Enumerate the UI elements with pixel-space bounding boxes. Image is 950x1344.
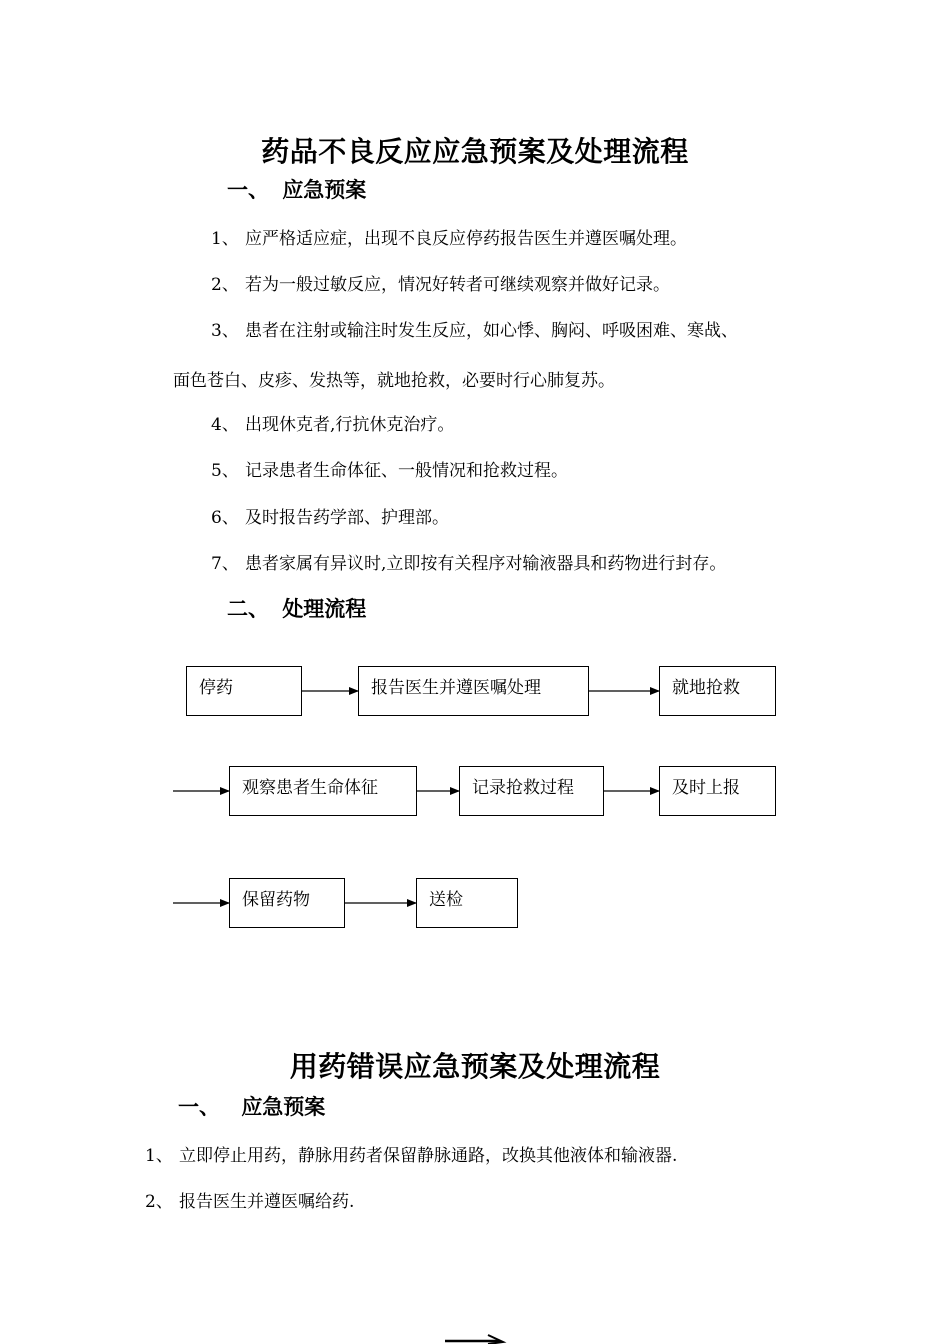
- heading-text: 应急预案: [241, 1094, 326, 1119]
- item-text: 记录患者生命体征、一般情况和抢救过程。: [245, 461, 568, 481]
- heading-number: 一、: [227, 177, 269, 202]
- item-text: 出现休克者,行抗休克治疗。: [245, 415, 455, 435]
- flow-box-report-doctor: 报告医生并遵医嘱处理: [358, 666, 589, 716]
- flow-box-report-timely: 及时上报: [659, 766, 776, 816]
- item-text: 患者家属有异议时,立即按有关程序对输液器具和药物进行封存。: [245, 554, 727, 574]
- flow-box-observe-vitals: 观察患者生命体征: [229, 766, 417, 816]
- item-number: 2、: [211, 275, 239, 295]
- item-number: 5、: [211, 461, 239, 481]
- error-plan-item-2: [145, 1187, 354, 1212]
- heading-text: 处理流程: [282, 596, 367, 621]
- doc-title-medication-error: 用药错误应急预案及处理流程: [289, 1050, 661, 1083]
- item-text: 立即停止用药，静脉用药者保留静脉通路，改换其他液体和输液器.: [179, 1146, 678, 1166]
- flow-box-preserve-drug: 保留药物: [229, 878, 345, 928]
- heading-emergency-plan-2: [178, 1091, 325, 1121]
- item-number: 6、: [211, 508, 239, 528]
- item-text: 及时报告药学部、护理部。: [245, 508, 449, 528]
- error-plan-item-1: [145, 1141, 677, 1166]
- item-text: 患者在注射或输注时发生反应，如心悸、胸闷、呼吸困难、寒战、: [245, 321, 738, 341]
- item-number: 1、: [211, 229, 239, 249]
- item-number: 4、: [211, 415, 239, 435]
- doc-title-adverse-reaction: 药品不良反应应急预案及处理流程: [261, 135, 689, 168]
- flow-box-send-inspection: 送检: [416, 878, 518, 928]
- heading-text: 应急预案: [282, 177, 367, 202]
- item-text: 报告医生并遵医嘱给药.: [179, 1192, 355, 1212]
- item-number: 1、: [145, 1146, 173, 1166]
- item-text: 应严格适应症，出现不良反应停药报告医生并遵医嘱处理。: [245, 229, 687, 249]
- item-text: 面色苍白、皮疹、发热等，就地抢救，必要时行心肺复苏。: [173, 371, 615, 391]
- item-text: 若为一般过敏反应，情况好转者可继续观察并做好记录。: [245, 275, 670, 295]
- arrow-bottom-edge-head: [488, 1335, 503, 1344]
- flow-box-stop-drug: 停药: [186, 666, 302, 716]
- item-number: 7、: [211, 554, 239, 574]
- item-number: 2、: [145, 1192, 173, 1212]
- flow-box-record-rescue: 记录抢救过程: [459, 766, 604, 816]
- item-number: 3、: [211, 321, 239, 341]
- flow-box-rescue: 就地抢救: [659, 666, 776, 716]
- heading-number: 一、: [178, 1094, 220, 1119]
- heading-number: 二、: [227, 596, 269, 621]
